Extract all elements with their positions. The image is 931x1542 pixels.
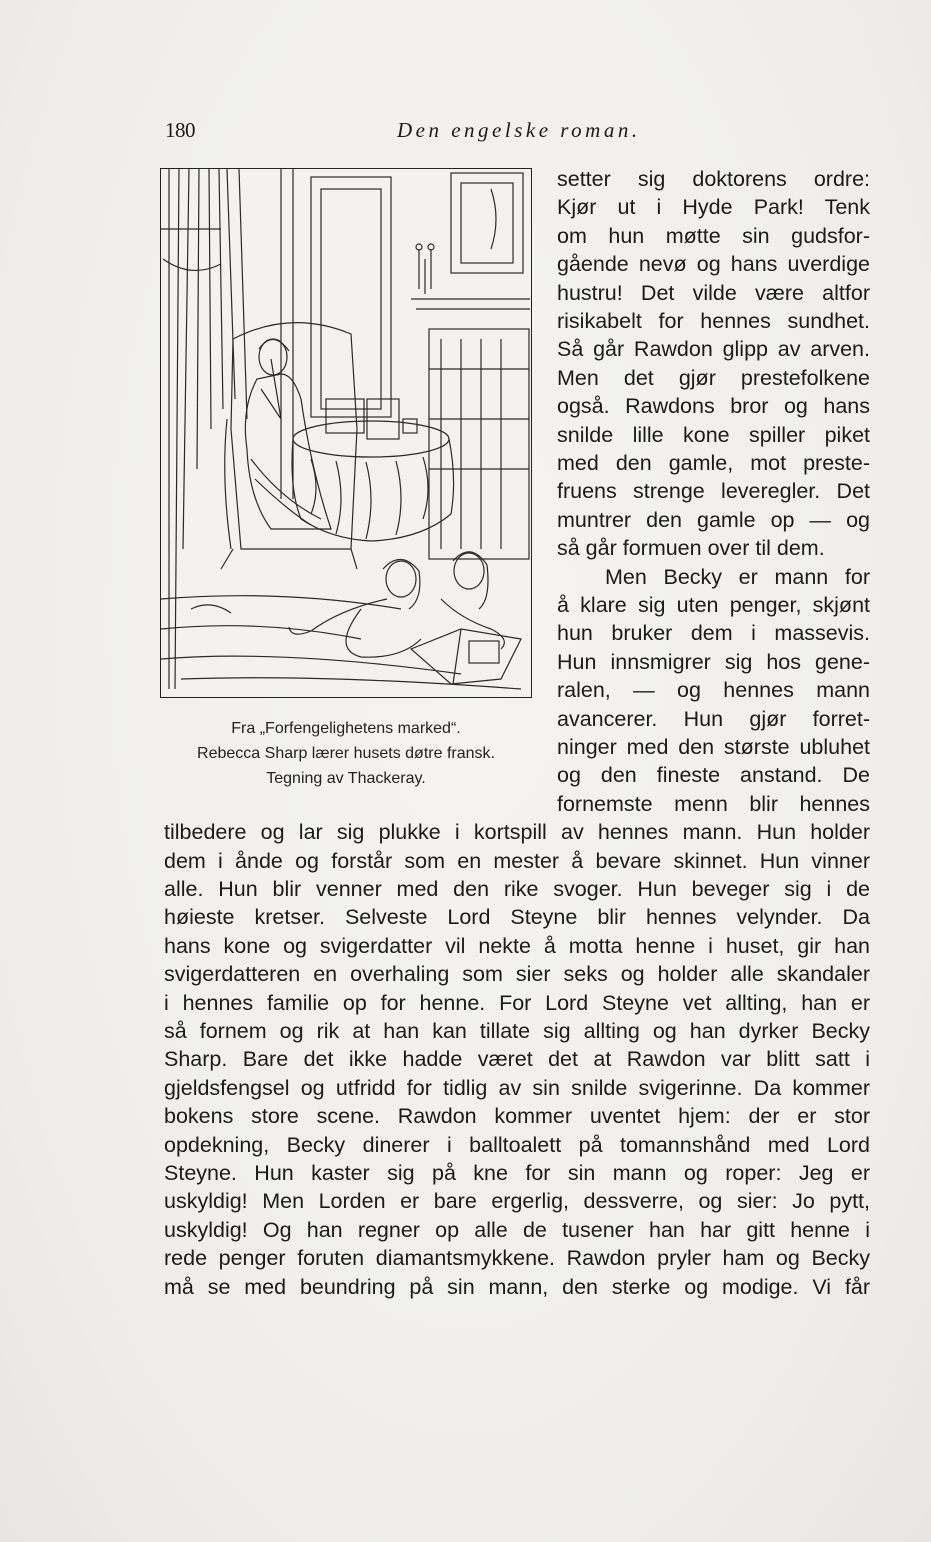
text-line: også. Rawdons bror og hans: [557, 394, 870, 419]
text-line: rede penger foruten diamantsmykkene. Rawdon pryler ham og Becky: [164, 1246, 870, 1271]
text-line: Så går Rawdon glipp av arven.: [557, 337, 870, 362]
page-header: [165, 118, 870, 148]
text-line: snilde lille kone spiller piket: [557, 422, 870, 447]
text-line: uskyldig! Og han regner op alle de tusener han har gitt henne i: [164, 1217, 870, 1242]
text-line: setter sig doktorens ordre:: [557, 167, 870, 191]
curtain-icon: [161, 169, 247, 689]
text-line: fruens strenge leveregler. Det: [557, 479, 870, 504]
text-line: så fornem og rik at han kan tillate sig allting og han dyrker Becky: [164, 1019, 870, 1043]
text-line: fornemste menn blir hennes: [557, 791, 870, 816]
caption-line: Rebecca Sharp lærer husets døtre fransk.: [197, 745, 495, 762]
text-line: med den gamle, mot preste-: [557, 451, 870, 475]
text-line: å klare sig uten penger, skjønt: [557, 593, 870, 617]
text-line: Hun innsmigrer sig hos gene-: [557, 649, 870, 674]
text-line: og den fineste anstand. De: [557, 763, 870, 788]
text-line: hustru! Det vilde være altfor: [557, 280, 870, 305]
text-line: avancerer. Hun gjør forret-: [557, 706, 870, 731]
text-line: alle. Hun blir venner med den rike svoger. Hun beveger sig i de: [164, 877, 870, 901]
text-line: gående nevø og hans uverdige: [557, 252, 870, 277]
text-line: Steyne. Hun kaster sig på kne for sin mann og roper: Jeg er: [164, 1161, 870, 1185]
text-line: hun bruker dem i massevis.: [557, 621, 870, 646]
text-line: tilbedere og lar sig plukke i kortspill av hennes mann. Hun holder: [164, 820, 870, 845]
text-line: bokens store scene. Rawdon kommer uventet hjem: der er stor: [164, 1104, 870, 1129]
page-number: 180: [165, 118, 195, 142]
text-line: gjeldsfengsel og utfridd for tidlig av sin snilde svigerinne. Da kommer: [164, 1075, 870, 1100]
text-line: i hennes familie op for henne. For Lord Steyne vet allting, han er: [164, 990, 870, 1015]
text-line: må se med beundring på sin mann, den sterke og modige. Vi får: [164, 1274, 870, 1299]
text-line: opdekning, Becky dinerer i balltoalett på tomannshånd med Lord: [164, 1132, 870, 1157]
text-line: uskyldig! Men Lorden er bare ergerlig, dessverre, og sier: Jo pytt,: [164, 1189, 870, 1214]
text-line: svigerdatteren en overhaling som sier seks og holder alle skandaler: [164, 962, 870, 987]
caption-line: Fra „Forfengelighetens marked“.: [231, 720, 461, 737]
text-line: Kjør ut i Hyde Park! Tenk: [557, 195, 870, 220]
figure-caption: [160, 716, 532, 791]
text-line: ralen, — og hennes mann: [557, 678, 870, 703]
text-line: muntrer den gamle op — og: [557, 507, 870, 532]
text-line: høieste kretser. Selveste Lord Steyne blir hennes velynder. Da: [164, 905, 870, 930]
text-line: Men Becky er mann for: [605, 564, 870, 589]
text-line: om hun møtte sin gudsfor-: [557, 223, 870, 248]
text-line: risikabelt for hennes sundhet.: [557, 309, 870, 333]
text-line: dem i ånde og forstår som en mester å bevare skinnet. Hun vinner: [164, 848, 870, 873]
illustration-icon: [161, 169, 530, 696]
text-line: Men det gjør prestefolkene: [557, 365, 870, 390]
text-line: ninger med den største ubluhet: [557, 735, 870, 759]
running-title: Den engelske roman.: [397, 118, 641, 142]
text-line: Sharp. Bare det ikke hadde været det at Rawdon var blitt satt i: [164, 1047, 870, 1072]
illustration: [160, 168, 532, 698]
text-line: så går formuen over til dem.: [557, 536, 825, 561]
text-line: hans kone og svigerdatter vil nekte å motta henne i huset, gir han: [164, 933, 870, 958]
caption-line: Tegning av Thackeray.: [266, 770, 426, 787]
